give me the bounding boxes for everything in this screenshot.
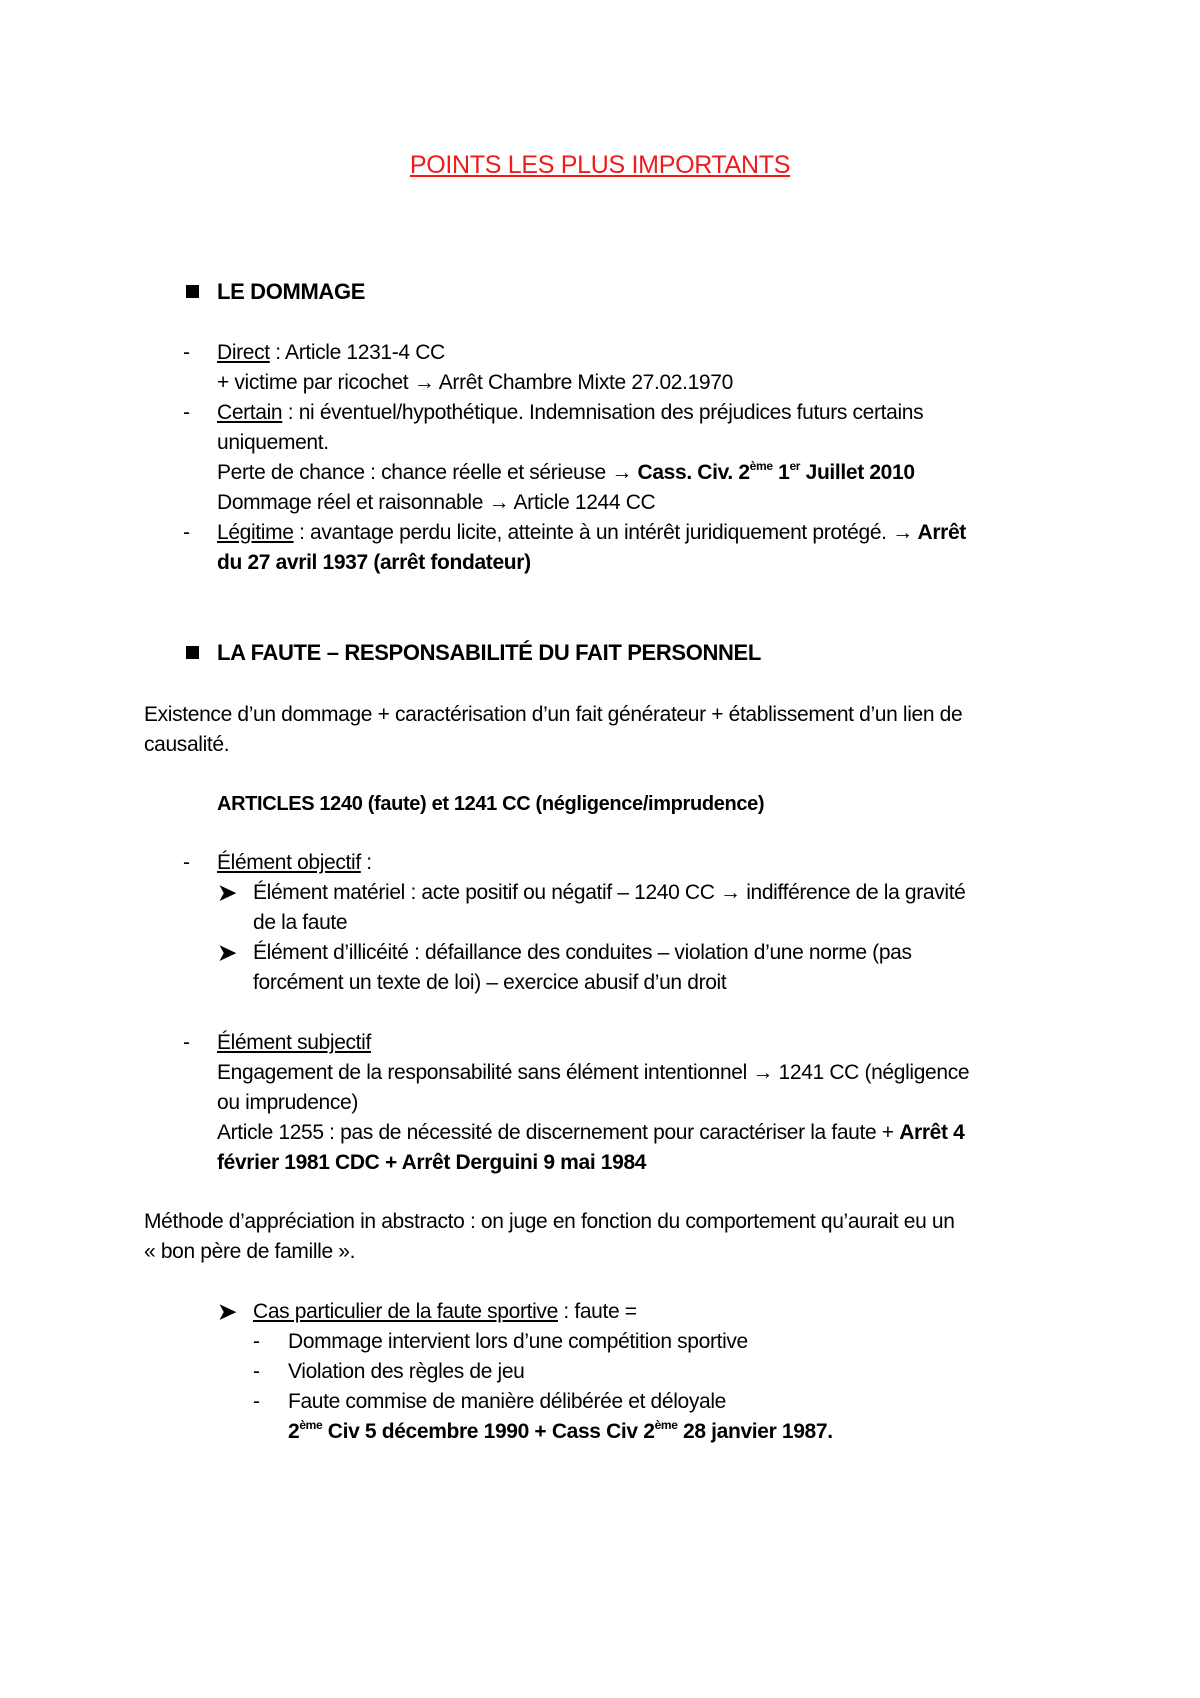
direct-line	[217, 338, 445, 368]
art1255-line: Article 1255 : pas de nécessité de discernement pour caractériser la faute + Arrêt 4	[217, 1121, 965, 1144]
arrow-icon: →	[752, 1061, 774, 1084]
dash-bullet: -	[253, 1360, 260, 1383]
objectif-line: Élément objectif :	[217, 851, 372, 874]
art1255-ref: Arrêt 4	[899, 1121, 965, 1144]
certain-line	[217, 398, 923, 428]
square-bullet-icon	[186, 646, 199, 659]
chance-text: Perte de chance : chance réelle et sérieuse	[217, 461, 612, 484]
engagement-line-2: ou imprudence)	[217, 1091, 359, 1114]
reel-ref: Article 1244 CC	[509, 491, 656, 514]
legitime-text: : avantage perdu licite, atteinte à un intérêt juridiquement protégé.	[293, 521, 893, 544]
dash-bullet: -	[183, 341, 190, 364]
certain-line-2: uniquement.	[217, 431, 329, 454]
ricochet-line	[217, 368, 733, 398]
certain-text: : ni éventuel/hypothétique. Indemnisation des préjudices futurs certains	[282, 401, 924, 424]
arrow-icon: →	[611, 461, 633, 484]
direct-label: Direct	[217, 341, 270, 364]
sport-ref-line: 2ème Civ 5 décembre 1990 + Cass Civ 2ème 28 janvier 1987.	[288, 1418, 833, 1443]
arrow-icon: →	[488, 491, 510, 514]
section-heading-faute: LA FAUTE – RESPONSABILITÉ DU FAIT PERSONNEL	[217, 640, 761, 665]
methode-line-2: « bon père de famille ».	[144, 1240, 356, 1263]
sportive-line: Cas particulier de la faute sportive : faute =	[253, 1300, 637, 1323]
chevron-right-icon: ➤	[218, 940, 237, 965]
list-item: Dommage intervient lors d’une compétition sportive	[288, 1330, 748, 1353]
intro-line-1: Existence d’un dommage + caractérisation d’un fait générateur + établissement d’un lien de	[144, 703, 963, 726]
section-heading-dommage: LE DOMMAGE	[217, 279, 366, 304]
intro-line-2: causalité.	[144, 733, 230, 756]
legitime-label: Légitime	[217, 521, 294, 544]
materiel-line-2: de la faute	[253, 911, 348, 934]
direct-text: : Article 1231-4 CC	[269, 341, 445, 364]
chance-line	[217, 458, 915, 488]
dash-bullet: -	[253, 1390, 260, 1413]
reel-line	[217, 488, 655, 518]
illicite-line: Élément d’illicéité : défaillance des conduites – violation d’une norme (pas	[253, 941, 912, 964]
arrow-icon: →	[892, 521, 913, 544]
subjectif-label: Élément subjectif	[217, 1031, 371, 1054]
dash-bullet: -	[183, 851, 190, 874]
chevron-right-icon: ➤	[218, 880, 237, 905]
legitime-ref: Arrêt	[912, 521, 966, 544]
objectif-label: Élément objectif	[217, 851, 361, 874]
chance-ref: Cass. Civ. 2ème 1er Juillet 2010	[637, 459, 915, 484]
square-bullet-icon	[186, 285, 199, 298]
materiel-line: Élément matériel : acte positif ou négatif – 1240 CC → indifférence de la gravité	[253, 881, 966, 904]
dash-bullet: -	[183, 521, 190, 544]
illicite-line-2: forcément un texte de loi) – exercice abusif d’un droit	[253, 971, 727, 994]
certain-label: Certain	[217, 401, 283, 424]
arrow-icon: →	[720, 881, 741, 904]
legitime-line	[217, 518, 966, 548]
list-item: Faute commise de manière délibérée et déloyale	[288, 1390, 726, 1413]
dash-bullet: -	[253, 1330, 260, 1353]
dash-bullet: -	[183, 1031, 190, 1054]
art1255-ref-line-2: février 1981 CDC + Arrêt Derguini 9 mai 1984	[217, 1151, 647, 1174]
sportive-label: Cas particulier de la faute sportive	[253, 1300, 558, 1323]
articles-heading: ARTICLES 1240 (faute) et 1241 CC (négligence/imprudence)	[217, 793, 765, 815]
legitime-ref-line-2: du 27 avril 1937 (arrêt fondateur)	[217, 551, 531, 574]
chevron-right-icon: ➤	[218, 1299, 237, 1324]
arrow-icon: →	[413, 371, 435, 394]
reel-text: Dommage réel et raisonnable	[217, 491, 489, 514]
methode-line-1: Méthode d’appréciation in abstracto : on juge en fonction du comportement qu’aurait eu un	[144, 1210, 955, 1233]
page-title: POINTS LES PLUS IMPORTANTS	[409, 151, 791, 179]
ricochet-text: + victime par ricochet	[217, 371, 414, 394]
engagement-line: Engagement de la responsabilité sans élément intentionnel → 1241 CC (négligence	[217, 1061, 970, 1084]
list-item: Violation des règles de jeu	[288, 1360, 525, 1383]
ricochet-ref: Arrêt Chambre Mixte 27.02.1970	[434, 371, 733, 394]
dash-bullet: -	[183, 401, 190, 424]
